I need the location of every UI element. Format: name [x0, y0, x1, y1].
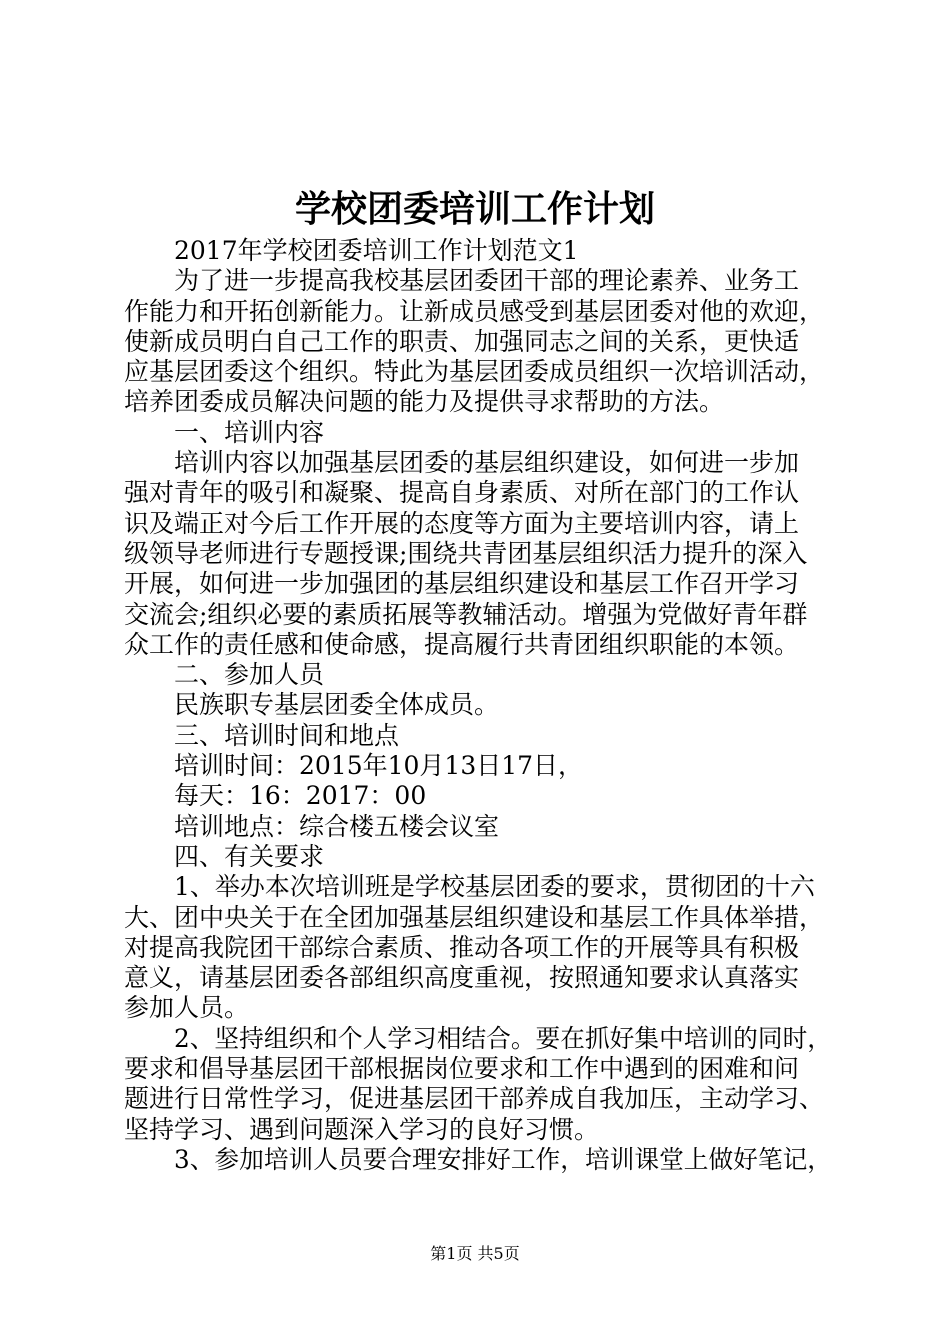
text-line: 每天：16：2017：00 [174, 781, 427, 811]
text-line: 大、团中央关于在全团加强基层组织建设和基层工作具体举措， [124, 902, 825, 932]
text-line: 2、坚持组织和个人学习相结合。要在抓好集中培训的同时， [174, 1023, 832, 1053]
text-line: 级领导老师进行专题授课;围绕共青团基层组织活力提升的深入 [124, 538, 808, 568]
text-line: 识及端正对今后工作开展的态度等方面为主要培训内容，请上 [124, 508, 800, 538]
text-line: 培训地点：综合楼五楼会议室 [174, 811, 500, 841]
text-line: 坚持学习、遇到问题深入学习的良好习惯。 [124, 1114, 600, 1144]
document-title: 学校团委培训工作计划 [294, 188, 655, 230]
text-line: 一、培训内容 [174, 417, 325, 447]
text-line: 使新成员明白自己工作的职责、加强同志之间的关系，更快适 [124, 326, 800, 356]
text-line: 题进行日常性学习，促进基层团干部养成自我加压，主动学习、 [124, 1084, 825, 1114]
text-line: 众工作的责任感和使命感，提高履行共青团组织职能的本领。 [124, 629, 800, 659]
text-line: 培养团委成员解决问题的能力及提供寻求帮助的方法。 [124, 387, 725, 417]
text-line: 三、培训时间和地点 [174, 720, 400, 750]
text-line: 应基层团委这个组织。特此为基层团委成员组织一次培训活动， [124, 357, 825, 387]
text-line: 参加人员。 [124, 993, 250, 1023]
text-line: 3、参加培训人员要合理安排好工作，培训课堂上做好笔记， [174, 1144, 832, 1174]
page-footer: 第1页 共5页 [430, 1244, 520, 1263]
text-line: 要求和倡导基层团干部根据岗位要求和工作中遇到的困难和问 [124, 1054, 800, 1084]
document-body [124, 236, 832, 1175]
text-line: 交流会;组织必要的素质拓展等教辅活动。增强为党做好青年群 [124, 599, 808, 629]
text-line: 四、有关要求 [174, 841, 325, 871]
text-line: 培训内容以加强基层团委的基层组织建设，如何进一步加 [174, 448, 800, 478]
text-line: 二、参加人员 [174, 660, 325, 690]
text-line: 1、举办本次培训班是学校基层团委的要求，贯彻团的十六 [174, 872, 815, 902]
text-line: 意义，请基层团委各部组织高度重视，按照通知要求认真落实 [124, 963, 800, 993]
text-line: 民族职专基层团委全体成员。 [174, 690, 500, 720]
text-line: 2017年学校团委培训工作计划范文1 [174, 236, 579, 265]
text-line: 强对青年的吸引和凝聚、提高自身素质、对所在部门的工作认 [124, 478, 800, 508]
text-line: 对提高我院团干部综合素质、推动各项工作的开展等具有积极 [124, 932, 800, 962]
text-line: 开展，如何进一步加强团的基层组织建设和基层工作召开学习 [124, 569, 800, 599]
text-line: 作能力和开拓创新能力。让新成员感受到基层团委对他的欢迎， [124, 296, 825, 326]
text-line: 为了进一步提高我校基层团委团干部的理论素养、业务工 [174, 266, 800, 296]
text-line: 培训时间：2015年10月13日17日， [174, 751, 584, 781]
